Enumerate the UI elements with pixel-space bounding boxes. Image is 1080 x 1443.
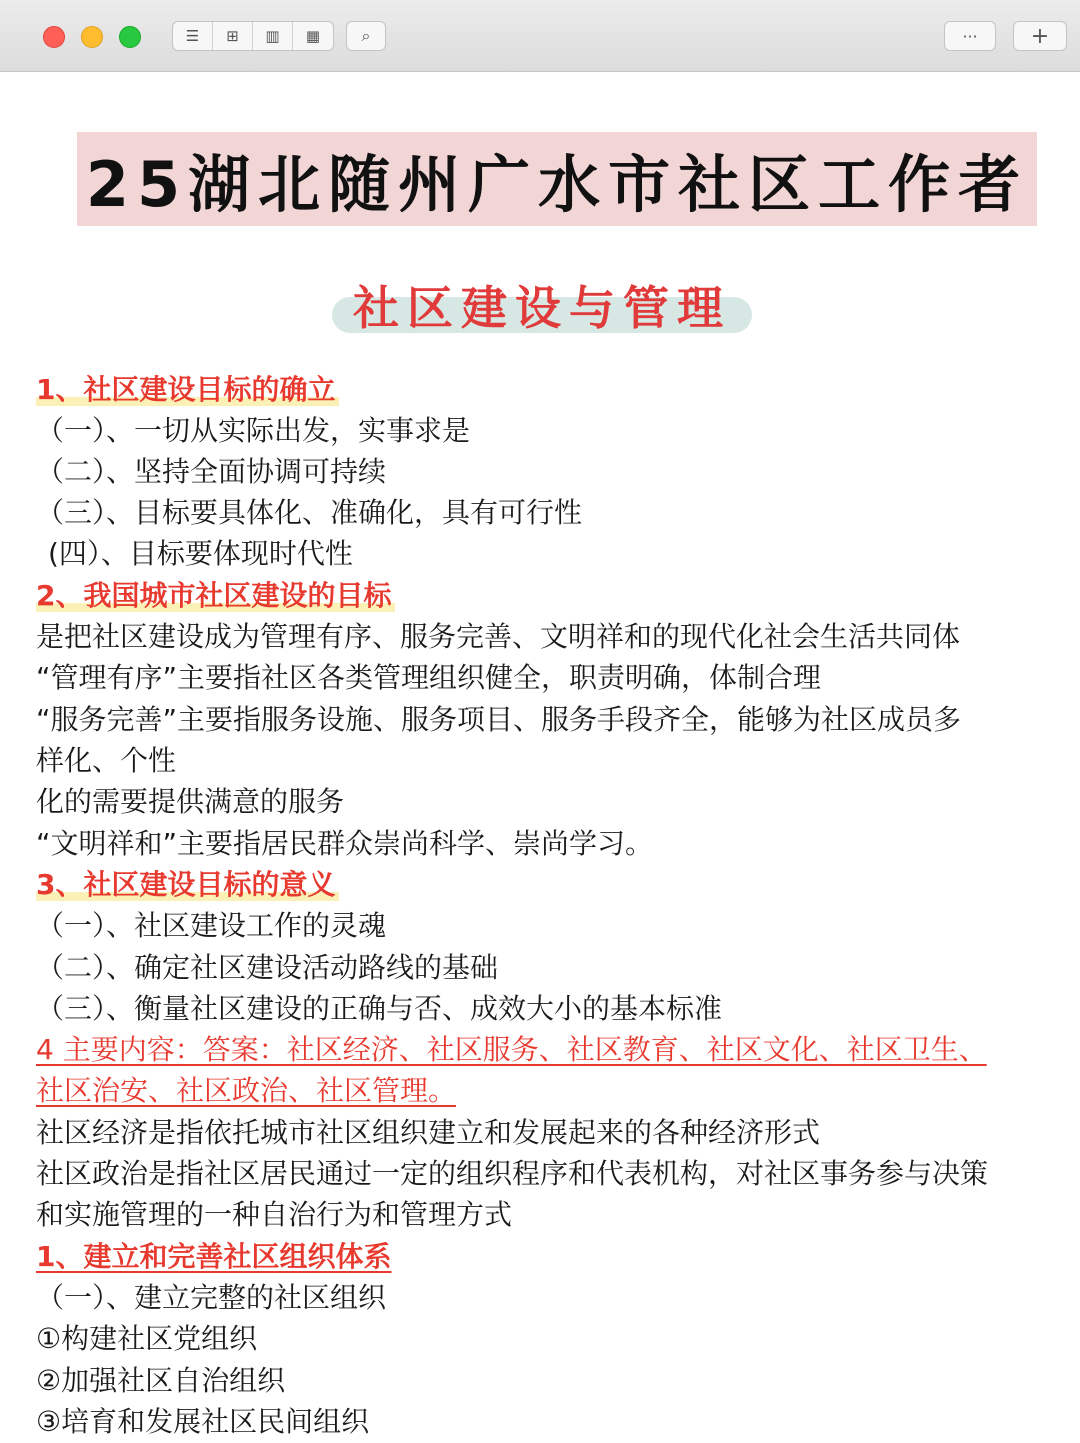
text-line: 化的需要提供满意的服务 bbox=[36, 785, 345, 818]
section-heading: 2、我国城市社区建设的目标 bbox=[36, 575, 395, 616]
close-window-button[interactable] bbox=[43, 26, 65, 48]
text-line: （一）、一切从实际出发，实事求是 bbox=[36, 414, 471, 447]
text-line: （一）、社区建设工作的灵魂 bbox=[36, 909, 387, 942]
page-title: 25湖北随州广水市社区工作者 bbox=[77, 132, 1037, 226]
text-line: ①构建社区党组织 bbox=[36, 1322, 258, 1355]
text-line: （二）、坚持全面协调可持续 bbox=[36, 455, 387, 488]
section-heading: 3、社区建设目标的意义 bbox=[36, 864, 339, 905]
text-line: （三）、目标要具体化、准确化，具有可行性 bbox=[36, 496, 583, 529]
text-line: （三）、衡量社区建设的正确与否、成效大小的基本标准 bbox=[36, 992, 723, 1025]
grid-icon[interactable]: ⊞ bbox=[213, 22, 253, 50]
section-heading: 1、建立和完善社区组织体系 bbox=[36, 1240, 392, 1273]
list-icon[interactable]: ☰ bbox=[173, 22, 213, 50]
text-line: “管理有序”主要指社区各类管理组织健全，职责明确，体制合理 bbox=[36, 661, 822, 694]
more-icon[interactable]: ··· bbox=[944, 21, 996, 51]
note-content[interactable] bbox=[0, 72, 1080, 1443]
highlighted-text-line: 4 主要内容：答案：社区经济、社区服务、社区教育、社区文化、社区卫生、 bbox=[36, 1033, 987, 1066]
text-line: 是把社区建设成为管理有序、服务完善、文明祥和的现代化社会生活共同体 bbox=[36, 620, 961, 653]
window-titlebar bbox=[0, 0, 1080, 72]
text-line: “文明祥和”主要指居民群众崇尚科学、崇尚学习。 bbox=[36, 827, 654, 860]
text-line: ③培育和发展社区民间组织 bbox=[36, 1405, 370, 1438]
text-line: “服务完善”主要指服务设施、服务项目、服务手段齐全，能够为社区成员多 bbox=[36, 703, 962, 736]
text-line: （二）、确定社区建设活动路线的基础 bbox=[36, 951, 499, 984]
text-line: 和实施管理的一种自治行为和管理方式 bbox=[36, 1198, 513, 1231]
page-subtitle: 社区建设与管理 bbox=[353, 281, 731, 335]
text-line: (四）、目标要体现时代性 bbox=[48, 537, 353, 570]
text-line: 社区政治是指社区居民通过一定的组织程序和代表机构，对社区事务参与决策 bbox=[36, 1157, 989, 1190]
section-heading: 1、社区建设目标的确立 bbox=[36, 369, 339, 410]
text-line: （一）、建立完整的社区组织 bbox=[36, 1281, 387, 1314]
highlighted-text-line: 社区治安、社区政治、社区管理。 bbox=[36, 1074, 457, 1107]
plus-icon[interactable]: + bbox=[1013, 21, 1067, 51]
map-icon[interactable]: ▥ bbox=[253, 22, 293, 50]
text-line: ②加强社区自治组织 bbox=[36, 1364, 286, 1397]
text-line: 社区经济是指依托城市社区组织建立和发展起来的各种经济形式 bbox=[36, 1116, 821, 1149]
search-icon[interactable]: ⌕ bbox=[346, 21, 386, 51]
text-line: 样化、个性 bbox=[36, 744, 177, 777]
zoom-window-button[interactable] bbox=[119, 26, 141, 48]
view-toolbar-group bbox=[172, 21, 334, 51]
minimize-window-button[interactable] bbox=[81, 26, 103, 48]
calendar-icon[interactable]: ▦ bbox=[305, 27, 321, 45]
